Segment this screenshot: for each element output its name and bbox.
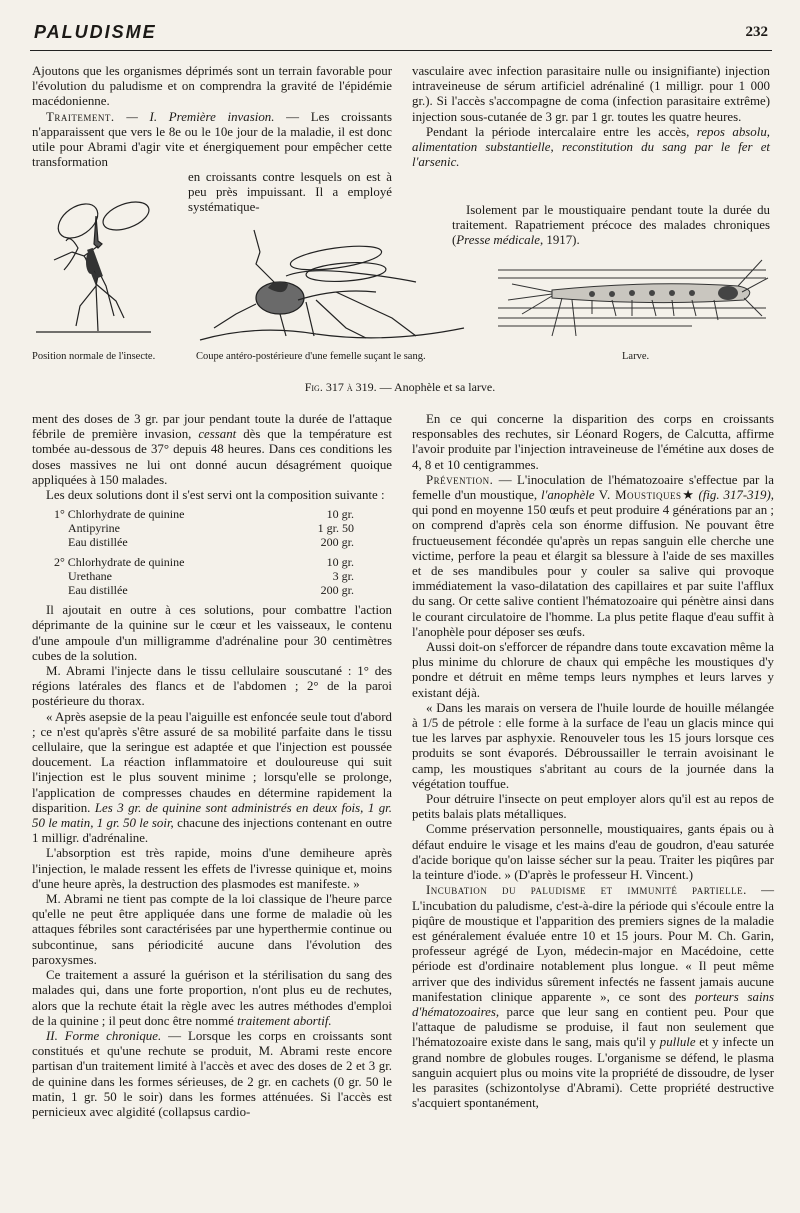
paragraph: Il ajoutait en outre à ces solutions, pour combattre l'action déprimante de la quinine sur le cœur et les vaisseaux, le contenu d'une ampoule d'un milligramme d'adrénaline pour 30 centimètres cubes de la solution. — [32, 603, 392, 663]
figure-label: Fig. 317 à 319. — [304, 380, 377, 394]
text: , qui pond en moyenne 150 œufs et peut produire 4 générations par an ; on comprend d'après cela son énorme diffusion. Ne pouvant être fructueusement fécondée qu'après un repas sanguin elle cherche une victime, perfore la peau et élargit sa blessure à l'aide de ses maxilles et de ses mandibules pour y couler sa salive qui provoque immédiatement la vaso-dilatation des capillaires et par suite l'afflux du sang. Or cette salive contient l'hématozoaire qui pénètre ainsi dans le courant circulatoire de l'homme. La plus petite flaque d'eau suffit à l'anophèle pour déposer ses œufs. — [412, 488, 774, 639]
mosquito-feeding-figure — [196, 228, 468, 344]
figure-reference: (fig. 317-319) — [694, 488, 771, 503]
text: Pendant la période intercalaire entre les accès, — [426, 124, 697, 139]
formula-ingredient: Antipyrine — [68, 521, 120, 536]
page-number: 232 — [745, 24, 768, 40]
bottom-right-column — [412, 412, 774, 1111]
paragraph: Aussi doit-on s'efforcer de répandre dans toute excavation même la plus minime du chlorure de chaux qui empêche les moustiques d'y pondre et détruit en même temps leurs nymphes et leurs larves y existant déjà. — [412, 640, 774, 700]
text: et y infecte un grand nombre de globules rouges. L'organisme se défend, le plasma sanguin acquiert plus ou moins vite la propriété de dissoudre, de lyser les parasites (schizontolyse d'Abrami). Cette propriété destructive s'acquiert spontanément, — [412, 1035, 774, 1111]
text: dès que la température est tombée au-dessous de 37° depuis 48 heures. Dans ces conditions les doses massives ne lui ont donné aucun désagrément quoique appliquées à 150 malades. — [32, 427, 392, 487]
cross-reference: V. Moustiques — [594, 488, 682, 503]
formula-ingredient: Urethane — [68, 569, 112, 584]
section-heading: II. Forme chronique. — [46, 1028, 162, 1043]
paragraph: Pour détruire l'insecte on peut employer alors qu'il est au repos de petits balais plats métalliques. — [412, 792, 774, 822]
formula-quantity: 3 gr. — [332, 569, 354, 584]
italic-text: l'anophèle — [541, 488, 595, 503]
mosquito-resting-figure — [36, 186, 156, 336]
figure-caption-text: — Anophèle et sa larve. — [376, 380, 496, 394]
paragraph — [32, 710, 392, 847]
paragraph: En ce qui concerne la disparition des corps en croissants responsables des rechutes, sir Léonard Rogers, de Calcutta, affirme l'avoir produite par l'injection intraveineuse de l'émétine aux doses de 4, 8 et 10 centigrammes. — [412, 412, 774, 472]
text: — L'incubation du paludisme, c'est-à-dire la période qui s'écoule entre la piqûre de moustique et l'apparition des premiers signes de la maladie est généralement évaluée entre 10 et 15 jours. Pour M. Ch. Garin, professeur agrégé de Lyon, médecin-major en Macédoine, cette période est d'ordinaire notablement plus longue. « Il peut même arriver que des individus sûrement infectés ne fassent jamais aucune manifestation clinique apparente », ce sont des — [412, 883, 774, 1004]
figure-caption-left: Position normale de l'insecte. — [32, 351, 156, 362]
text: ment des doses de 3 gr. par jour pendant toute la durée de l'attaque fébrile de première invasion, — [32, 412, 392, 442]
paragraph-text: — Les croissants n'apparaissent que vers le 8e ou le 10e jour de la maladie, il est donc utile pour Abrami d'agir vite et énergiquement pour empêcher cette transformation — [32, 109, 392, 170]
top-left-column — [32, 64, 392, 170]
formula-2 — [54, 555, 392, 597]
figure-caption-middle: Coupe antéro-postérieure d'une femelle suçant le sang. — [196, 351, 426, 362]
bottom-left-column — [32, 412, 392, 1120]
formula-quantity: 10 gr. — [326, 555, 354, 570]
formula-quantity: 200 gr. — [320, 583, 354, 598]
italic-text: pullule — [659, 1035, 696, 1050]
text: Ce traitement a assuré la guérison et la stérilisation du sang des malades qui, dans une forte proportion, n'ont plus eu de rechutes, alors que la rechute était la règle avec les autres méthodes d'emploi de la quinine ; il peut donc être nommé — [32, 968, 392, 1028]
text: « Après asepsie de la peau l'aiguille est enfoncée seule tout d'abord ; ce n'est qu'après s'être assuré de sa mobilité parfaite dans le tissu cellulaire, que la seringue est adaptée et que l'injection est poussée doucement. La réaction inflammatoire et douloureuse qui suit l'injection est le plus souvent minime ; lorsqu'elle se prolonge, l'application de compresses chaudes en détermine rapidement la disparition. — [32, 709, 392, 815]
header-rule — [30, 50, 772, 51]
paragraph-treatment — [32, 110, 392, 171]
page-header — [30, 22, 772, 48]
formula-ingredient: Eau distillée — [68, 535, 128, 550]
formula-1 — [54, 507, 392, 549]
formula-quantity: 200 gr. — [320, 535, 354, 550]
formula-quantity: 1 gr. 50 — [317, 521, 354, 536]
text: Isolement par le moustiquaire pendant toute la durée du traitement. Rapatriement précoce des malades chroniques ( — [452, 203, 770, 248]
paragraph: Ajoutons que les organismes déprimés sont un terrain favorable pour l'évolution du paludisme et on comprendra la gravité de l'épidémie macédonienne. — [32, 64, 392, 109]
formula-row — [54, 507, 392, 521]
paragraph: en croissants contre lesquels on est à peu près impuissant. Il a employé systématique- — [188, 170, 392, 215]
formula-ingredient: 2° Chlorhydrate de quinine — [54, 555, 185, 570]
formula-row — [54, 569, 392, 583]
text: chacune des injections contenant en outre 1 milligr. d'adrénaline. — [32, 816, 392, 846]
formula-ingredient: Eau distillée — [68, 583, 128, 598]
text: — Lorsque les corps en croissants sont constitués et qu'une rechute se produit, M. Abrami reste encore partisan d'un traitement limité à l'accès et avec des doses de 2 et 3 gr. de quinine dans les formes sérieuses, de 2 gr. en cachets (0 gr. 50 le matin, 1 gr. 50 le soir) dans les formes atténuées. Si l'accès est pernicieux avec algidité (collapsus cardio- — [32, 1028, 392, 1119]
top-right-column — [412, 64, 770, 170]
paragraph — [412, 125, 770, 171]
figure-caption-main — [0, 380, 800, 395]
paragraph: Les deux solutions dont il s'est servi ont la composition suivante : — [46, 488, 385, 503]
section-heading: — I. Première invasion. — [114, 109, 275, 124]
paragraph — [32, 412, 392, 488]
paragraph: M. Abrami ne tient pas compte de la loi classique de l'heure parce qu'elle ne peut être appliquée dans une forme de maladie où les attaques fébriles sont caractérisées par une hyperthermie continue ou subcontinue, sans périodicité aucune dans l'évolution des paroxysmes. — [32, 892, 392, 967]
text: — L'inoculation de l'hématozoaire s'effectue par la femelle d'un moustique, — [412, 472, 774, 503]
section-lead: Traitement. — [46, 109, 115, 124]
italic-text: traitement abortif. — [237, 1013, 332, 1028]
italic-text: repos absolu, alimentation substantielle, reconstitution du sang par le fer et l'arsenic. — [412, 124, 770, 170]
larva-figure — [492, 256, 772, 342]
paragraph: « Dans les marais on versera de l'huile lourde de houille mélangée à 1/5 de pétrole : elle forme à la surface de l'eau un glacis mince qui tue les larves par asphyxie. Renouveler tous les 15 jours lorsque ces produits se sont évaporés. Débroussailler le terrain avoisinant le camp, les moustiques s'abritant au cours de la journée dans la végétation touffue. — [412, 700, 774, 791]
section-lead: Prévention. — [426, 472, 494, 487]
formula-row — [54, 535, 392, 549]
formula-quantity: 10 gr. — [326, 507, 354, 522]
star-icon: ★ — [681, 488, 695, 503]
paragraph: M. Abrami l'injecte dans le tissu cellulaire souscutané : 1° des régions latérales des flancs et de l'abdomen ; 2° de la paroi postérieure du thorax. — [32, 664, 392, 709]
paragraph — [32, 968, 392, 1029]
paragraph-prevention — [412, 473, 774, 640]
italic-text: cessant — [198, 427, 237, 442]
top-left-narrow-text — [188, 170, 392, 216]
italic-text: Presse médicale — [456, 233, 540, 248]
paragraph: vasculaire avec infection parasitaire nulle ou insignifiante) injection intraveineuse de sérum artificiel adrénaliné (1 milligr. pour 1 000 gr.). Si l'accès s'accompagne de coma (infection parasitaire extrême) injection sous-cutanée de 3 gr. par 1 gr. toutes les quatre heures. — [412, 64, 770, 124]
paragraph-incubation — [412, 883, 774, 1111]
text: , 1917). — [539, 233, 580, 248]
formula-row — [54, 583, 392, 597]
formula-ingredient: 1° Chlorhydrate de quinine — [54, 507, 185, 522]
figure-caption-right: Larve. — [622, 351, 650, 362]
paragraph: L'absorption est très rapide, moins d'une demiheure après l'injection, le malade ressent les effets de l'ivresse quinique et, moins d'une heure après, la destruction des plasmodes est manifeste. » — [32, 846, 392, 891]
italic-text: porteurs sains d'hématozoaires, — [412, 989, 775, 1019]
paragraph — [452, 203, 770, 249]
formula-row — [54, 521, 392, 535]
italic-text: Les 3 gr. de quinine sont administrés en deux fois, 1 gr. 50 le matin, 1 gr. 50 le soir, — [32, 800, 392, 831]
text: parce que leur sang en contient peu. Pour que l'attaque de paludisme se produise, il faut non seulement que l'hématozoaire existe dans le sang, mais qu'il y — [412, 1004, 774, 1050]
paragraph — [32, 1029, 392, 1120]
paragraph: Comme préservation personnelle, moustiquaires, gants épais ou à défaut enduire le visage et les mains d'eau de goudron, d'eau saturée d'acide borique qu'on laisse sécher sur la peau. Traiter les piqûres par la teinture d'iode. » (D'après le professeur H. Vincent.) — [412, 822, 774, 883]
formula-row — [54, 555, 392, 569]
section-lead: Incubation du paludisme et immunité partielle. — [426, 883, 747, 898]
top-right-narrow-text — [452, 203, 770, 249]
running-title: PALUDISME — [34, 22, 157, 42]
